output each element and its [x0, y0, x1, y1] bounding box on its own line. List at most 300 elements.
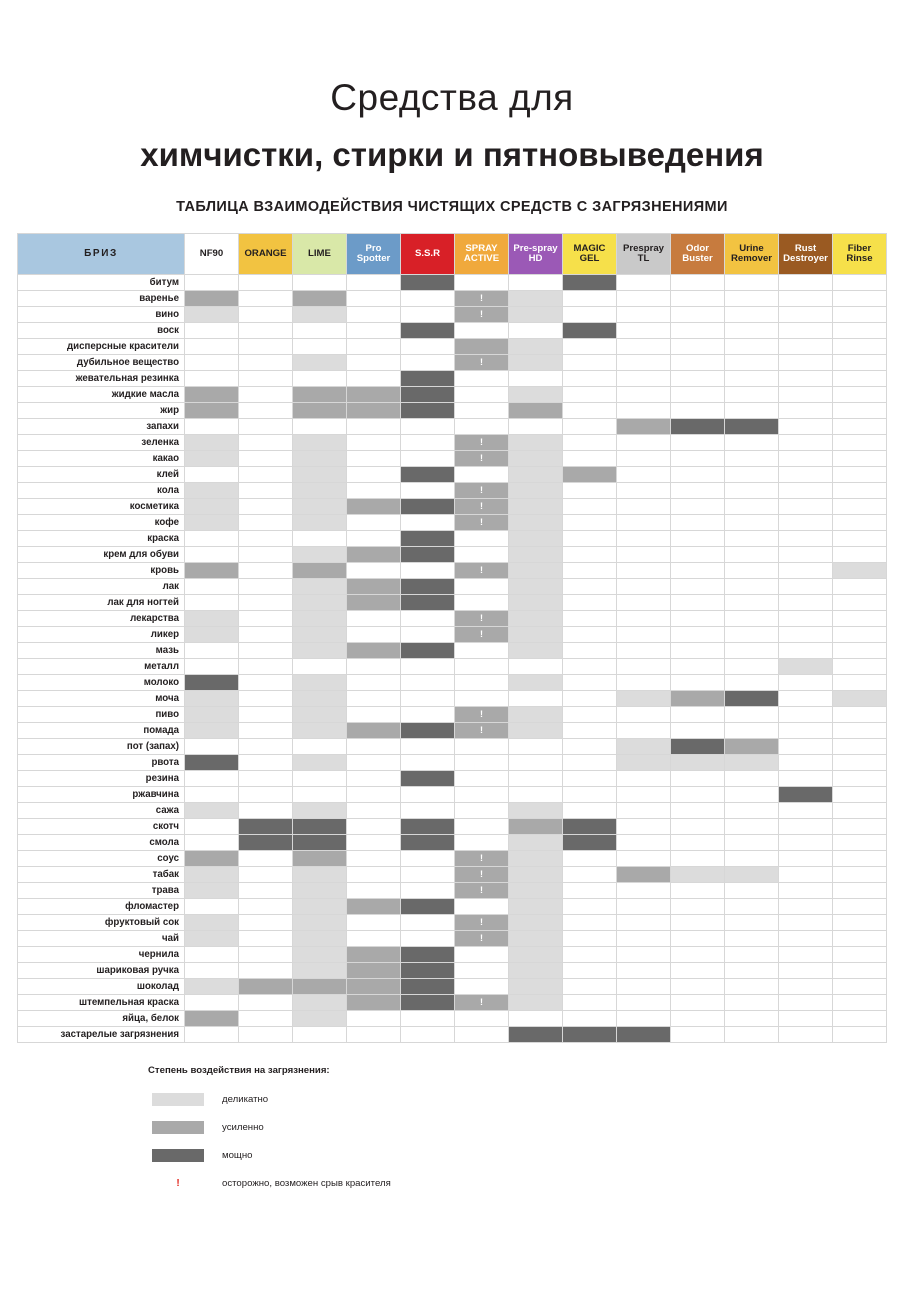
- table-row: [18, 482, 887, 498]
- matrix-cell: [347, 914, 401, 930]
- matrix-cell: [725, 402, 779, 418]
- matrix-cell: [671, 450, 725, 466]
- matrix-cell: [671, 466, 725, 482]
- matrix-cell: [833, 450, 887, 466]
- matrix-cell: [509, 450, 563, 466]
- matrix-cell: [455, 322, 509, 338]
- matrix-cell: [347, 770, 401, 786]
- matrix-cell: [347, 306, 401, 322]
- table-row: [18, 850, 887, 866]
- matrix-cell: [455, 546, 509, 562]
- matrix-cell: [779, 914, 833, 930]
- matrix-cell: [509, 578, 563, 594]
- matrix-cell: [347, 498, 401, 514]
- matrix-cell: [239, 754, 293, 770]
- matrix-cell: [509, 546, 563, 562]
- table-row: [18, 338, 887, 354]
- table-row: [18, 594, 887, 610]
- matrix-cell: [563, 338, 617, 354]
- matrix-cell: [779, 754, 833, 770]
- matrix-cell: [401, 514, 455, 530]
- matrix-cell: [617, 1010, 671, 1026]
- matrix-cell: [779, 530, 833, 546]
- matrix-cell: [347, 946, 401, 962]
- matrix-cell: [455, 770, 509, 786]
- matrix-cell: [617, 802, 671, 818]
- matrix-cell: [347, 642, 401, 658]
- matrix-cell: [833, 690, 887, 706]
- matrix-cell: [509, 562, 563, 578]
- matrix-cell: [185, 850, 239, 866]
- matrix-cell: [779, 642, 833, 658]
- matrix-cell: [833, 818, 887, 834]
- matrix-column-header: Odor Buster: [671, 233, 725, 274]
- matrix-cell: [617, 610, 671, 626]
- matrix-cell: [671, 962, 725, 978]
- matrix-cell: [617, 674, 671, 690]
- matrix-cell: [455, 466, 509, 482]
- matrix-cell: [401, 402, 455, 418]
- table-row: [18, 466, 887, 482]
- matrix-cell: [509, 802, 563, 818]
- table-row: [18, 978, 887, 994]
- matrix-cell: [671, 290, 725, 306]
- matrix-cell: [617, 386, 671, 402]
- matrix-cell: [725, 626, 779, 642]
- matrix-cell: [671, 498, 725, 514]
- matrix-cell: [347, 386, 401, 402]
- matrix-cell: [725, 770, 779, 786]
- interaction-matrix-table: [17, 233, 887, 1043]
- matrix-column-header: Prespray TL: [617, 233, 671, 274]
- matrix-cell: [347, 482, 401, 498]
- matrix-cell: [779, 962, 833, 978]
- matrix-cell: [725, 882, 779, 898]
- matrix-cell: [185, 818, 239, 834]
- matrix-cell: [347, 978, 401, 994]
- matrix-cell: [401, 530, 455, 546]
- matrix-cell: [725, 338, 779, 354]
- matrix-cell: [671, 914, 725, 930]
- matrix-cell: [725, 274, 779, 290]
- matrix-cell: [725, 706, 779, 722]
- matrix-cell: [185, 434, 239, 450]
- matrix-cell: [347, 466, 401, 482]
- matrix-cell: [185, 706, 239, 722]
- matrix-cell: [617, 754, 671, 770]
- matrix-cell: [347, 594, 401, 610]
- matrix-cell: [671, 562, 725, 578]
- warning-icon: !: [480, 708, 483, 719]
- matrix-cell: [239, 482, 293, 498]
- matrix-cell: [617, 882, 671, 898]
- matrix-cell: [185, 418, 239, 434]
- matrix-cell: [563, 1026, 617, 1042]
- matrix-cell: [455, 834, 509, 850]
- matrix-cell: [455, 530, 509, 546]
- table-row: [18, 930, 887, 946]
- matrix-cell: [401, 882, 455, 898]
- matrix-row-label: пот (запах): [18, 738, 185, 754]
- matrix-column-header: NF90: [185, 233, 239, 274]
- matrix-cell: [293, 722, 347, 738]
- matrix-cell: [401, 610, 455, 626]
- table-row: [18, 498, 887, 514]
- table-row: [18, 754, 887, 770]
- matrix-cell: [563, 818, 617, 834]
- matrix-cell: [779, 594, 833, 610]
- matrix-cell: [401, 626, 455, 642]
- matrix-cell: [671, 1026, 725, 1042]
- matrix-cell: [833, 354, 887, 370]
- matrix-cell: [455, 434, 509, 450]
- warning-icon: !: [480, 452, 483, 463]
- matrix-cell: [293, 514, 347, 530]
- matrix-cell: [293, 274, 347, 290]
- matrix-cell: [239, 770, 293, 786]
- matrix-cell: [617, 770, 671, 786]
- warning-icon: !: [480, 884, 483, 895]
- matrix-cell: [671, 370, 725, 386]
- table-row: [18, 370, 887, 386]
- matrix-row-label: косметика: [18, 498, 185, 514]
- matrix-cell: [293, 306, 347, 322]
- matrix-cell: [671, 738, 725, 754]
- matrix-cell: [617, 418, 671, 434]
- matrix-cell: [293, 338, 347, 354]
- matrix-cell: [293, 994, 347, 1010]
- page-title-line1: Средства для: [330, 77, 574, 118]
- matrix-cell: [617, 322, 671, 338]
- matrix-row-label: пиво: [18, 706, 185, 722]
- matrix-cell: [509, 674, 563, 690]
- matrix-cell: [671, 626, 725, 642]
- matrix-cell: [239, 962, 293, 978]
- matrix-cell: [509, 770, 563, 786]
- matrix-cell: [671, 546, 725, 562]
- matrix-row-label: сажа: [18, 802, 185, 818]
- table-row: [18, 1010, 887, 1026]
- matrix-cell: [455, 994, 509, 1010]
- matrix-cell: [401, 418, 455, 434]
- matrix-cell: [833, 834, 887, 850]
- table-row: [18, 402, 887, 418]
- matrix-cell: [455, 402, 509, 418]
- matrix-cell: [401, 498, 455, 514]
- matrix-row-label: жидкие масла: [18, 386, 185, 402]
- matrix-cell: [509, 482, 563, 498]
- matrix-cell: [455, 450, 509, 466]
- matrix-cell: [563, 306, 617, 322]
- matrix-cell: [563, 594, 617, 610]
- matrix-cell: [185, 498, 239, 514]
- matrix-cell: [239, 1010, 293, 1026]
- matrix-cell: [509, 738, 563, 754]
- matrix-cell: [725, 850, 779, 866]
- matrix-cell: [509, 722, 563, 738]
- matrix-cell: [563, 498, 617, 514]
- matrix-cell: [563, 658, 617, 674]
- matrix-cell: [185, 722, 239, 738]
- matrix-cell: [293, 1010, 347, 1026]
- matrix-cell: [455, 370, 509, 386]
- matrix-cell: [617, 818, 671, 834]
- table-row: [18, 914, 887, 930]
- matrix-row-label: какао: [18, 450, 185, 466]
- matrix-cell: [833, 754, 887, 770]
- matrix-cell: [509, 610, 563, 626]
- matrix-cell: [725, 786, 779, 802]
- matrix-cell: [617, 898, 671, 914]
- matrix-cell: [455, 674, 509, 690]
- matrix-cell: [185, 1010, 239, 1026]
- matrix-cell: [617, 290, 671, 306]
- matrix-cell: [725, 610, 779, 626]
- matrix-cell: [617, 482, 671, 498]
- matrix-cell: [185, 514, 239, 530]
- matrix-row-label: битум: [18, 274, 185, 290]
- page-title-line2: химчистки, стирки и пятновыведения: [140, 135, 764, 173]
- matrix-row-label: смола: [18, 834, 185, 850]
- matrix-cell: [293, 930, 347, 946]
- matrix-cell: [347, 418, 401, 434]
- matrix-cell: [401, 914, 455, 930]
- matrix-cell: [671, 578, 725, 594]
- matrix-cell: [347, 818, 401, 834]
- matrix-cell: [293, 466, 347, 482]
- matrix-cell: [671, 610, 725, 626]
- matrix-row-label: ржавчина: [18, 786, 185, 802]
- matrix-cell: [455, 594, 509, 610]
- legend-row: [148, 1142, 904, 1170]
- matrix-cell: [833, 914, 887, 930]
- matrix-cell: [401, 770, 455, 786]
- matrix-cell: [833, 530, 887, 546]
- matrix-cell: [671, 818, 725, 834]
- matrix-cell: [239, 930, 293, 946]
- matrix-cell: [563, 738, 617, 754]
- matrix-cell: [347, 866, 401, 882]
- matrix-cell: [509, 338, 563, 354]
- matrix-cell: [563, 994, 617, 1010]
- matrix-cell: [293, 834, 347, 850]
- matrix-cell: [617, 338, 671, 354]
- matrix-cell: [239, 802, 293, 818]
- matrix-cell: [239, 818, 293, 834]
- matrix-cell: [293, 690, 347, 706]
- table-row: [18, 450, 887, 466]
- table-row: [18, 946, 887, 962]
- matrix-cell: [563, 802, 617, 818]
- matrix-cell: [671, 530, 725, 546]
- matrix-cell: [563, 930, 617, 946]
- matrix-row-label: кола: [18, 482, 185, 498]
- matrix-cell: [185, 658, 239, 674]
- matrix-cell: [617, 626, 671, 642]
- matrix-cell: [617, 594, 671, 610]
- matrix-cell: [779, 706, 833, 722]
- matrix-column-header: S.S.R: [401, 233, 455, 274]
- table-row: [18, 530, 887, 546]
- matrix-cell: [509, 466, 563, 482]
- matrix-cell: [239, 706, 293, 722]
- matrix-cell: [455, 1010, 509, 1026]
- matrix-cell: [239, 1026, 293, 1042]
- legend-title: Степень воздействия на загрязнения:: [148, 1064, 330, 1076]
- matrix-cell: [185, 290, 239, 306]
- matrix-cell: [617, 354, 671, 370]
- table-row: [18, 562, 887, 578]
- matrix-row-label: фруктовый сок: [18, 914, 185, 930]
- matrix-cell: [563, 514, 617, 530]
- matrix-cell: [509, 658, 563, 674]
- matrix-cell: [185, 786, 239, 802]
- matrix-cell: [671, 898, 725, 914]
- table-row: [18, 306, 887, 322]
- table-row: [18, 546, 887, 562]
- matrix-cell: [509, 306, 563, 322]
- matrix-column-header: Pro Spotter: [347, 233, 401, 274]
- matrix-cell: [401, 834, 455, 850]
- matrix-cell: [239, 562, 293, 578]
- matrix-cell: [509, 834, 563, 850]
- matrix-cell: [671, 754, 725, 770]
- warning-icon: !: [480, 484, 483, 495]
- matrix-cell: [779, 994, 833, 1010]
- matrix-row-label: кофе: [18, 514, 185, 530]
- matrix-cell: [401, 978, 455, 994]
- matrix-row-label: крем для обуви: [18, 546, 185, 562]
- matrix-cell: [239, 610, 293, 626]
- table-row: [18, 626, 887, 642]
- matrix-cell: [401, 466, 455, 482]
- matrix-cell: [455, 658, 509, 674]
- matrix-cell: [401, 802, 455, 818]
- matrix-cell: [779, 866, 833, 882]
- matrix-cell: [725, 466, 779, 482]
- matrix-row-label: зеленка: [18, 434, 185, 450]
- matrix-cell: [293, 482, 347, 498]
- matrix-cell: [185, 594, 239, 610]
- legend-label: усиленно: [222, 1122, 264, 1134]
- matrix-cell: [347, 514, 401, 530]
- legend-row: [148, 1114, 904, 1142]
- matrix-cell: [725, 514, 779, 530]
- matrix-cell: [401, 818, 455, 834]
- matrix-cell: [779, 882, 833, 898]
- matrix-cell: [779, 562, 833, 578]
- matrix-cell: [509, 706, 563, 722]
- matrix-row-label: моча: [18, 690, 185, 706]
- table-row: [18, 290, 887, 306]
- matrix-cell: [347, 802, 401, 818]
- matrix-cell: [563, 642, 617, 658]
- table-row: [18, 706, 887, 722]
- matrix-cell: [563, 578, 617, 594]
- matrix-cell: [455, 306, 509, 322]
- matrix-cell: [185, 626, 239, 642]
- matrix-cell: [833, 674, 887, 690]
- matrix-cell: [563, 706, 617, 722]
- matrix-cell: [833, 578, 887, 594]
- matrix-cell: [725, 354, 779, 370]
- matrix-cell: [293, 642, 347, 658]
- matrix-cell: [725, 946, 779, 962]
- matrix-column-header: SPRAY ACTIVE: [455, 233, 509, 274]
- table-row: [18, 786, 887, 802]
- matrix-cell: [455, 786, 509, 802]
- matrix-cell: [185, 690, 239, 706]
- matrix-cell: [455, 978, 509, 994]
- matrix-cell: [671, 402, 725, 418]
- matrix-cell: [725, 1010, 779, 1026]
- matrix-cell: [779, 274, 833, 290]
- matrix-cell: [671, 322, 725, 338]
- matrix-cell: [455, 642, 509, 658]
- matrix-row-label: запахи: [18, 418, 185, 434]
- matrix-cell: [509, 530, 563, 546]
- matrix-cell: [725, 738, 779, 754]
- matrix-row-label: шоколад: [18, 978, 185, 994]
- matrix-cell: [833, 722, 887, 738]
- matrix-cell: [293, 594, 347, 610]
- matrix-column-header: Urine Remover: [725, 233, 779, 274]
- matrix-cell: [779, 722, 833, 738]
- matrix-cell: [833, 802, 887, 818]
- matrix-cell: [455, 754, 509, 770]
- warning-icon: !: [480, 932, 483, 943]
- table-row: [18, 994, 887, 1010]
- matrix-body: [18, 274, 887, 1042]
- matrix-cell: [617, 994, 671, 1010]
- matrix-cell: [509, 1010, 563, 1026]
- matrix-cell: [671, 866, 725, 882]
- matrix-cell: [509, 594, 563, 610]
- matrix-cell: [401, 322, 455, 338]
- matrix-cell: [671, 418, 725, 434]
- matrix-cell: [617, 642, 671, 658]
- matrix-cell: [347, 610, 401, 626]
- matrix-cell: [239, 674, 293, 690]
- matrix-cell: [833, 562, 887, 578]
- matrix-cell: [509, 690, 563, 706]
- matrix-cell: [509, 274, 563, 290]
- matrix-cell: [401, 386, 455, 402]
- matrix-cell: [671, 338, 725, 354]
- matrix-cell: [563, 1010, 617, 1026]
- matrix-cell: [185, 466, 239, 482]
- matrix-cell: [563, 690, 617, 706]
- matrix-cell: [239, 418, 293, 434]
- matrix-cell: [563, 482, 617, 498]
- matrix-cell: [401, 1010, 455, 1026]
- matrix-cell: [185, 946, 239, 962]
- legend-swatch: [152, 1149, 204, 1162]
- matrix-cell: [293, 386, 347, 402]
- legend-label: деликатно: [222, 1094, 269, 1106]
- matrix-cell: [725, 546, 779, 562]
- matrix-row-label: чернила: [18, 946, 185, 962]
- matrix-cell: [455, 962, 509, 978]
- matrix-cell: [617, 546, 671, 562]
- matrix-cell: [725, 754, 779, 770]
- matrix-cell: [293, 1026, 347, 1042]
- matrix-row-label: штемпельная краска: [18, 994, 185, 1010]
- matrix-cell: [239, 658, 293, 674]
- matrix-cell: [293, 290, 347, 306]
- matrix-cell: [671, 354, 725, 370]
- legend-row: [148, 1086, 904, 1114]
